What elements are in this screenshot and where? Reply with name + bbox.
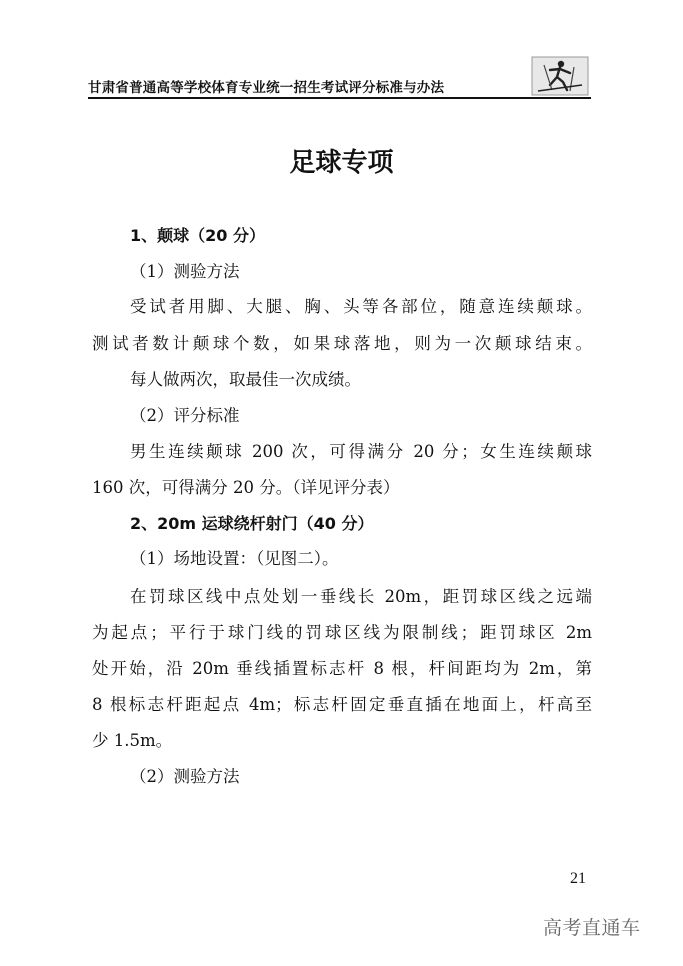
- paragraph-line: 处开始，沿 20m 垂线插置标志杆 8 根，杆间距均为 2m，第: [92, 659, 592, 678]
- paragraph-line: 每人做两次，取最佳一次成绩。: [130, 370, 361, 389]
- paragraph-line: 受试者用脚、大腿、胸、头等各部位，随意连续颠球。: [130, 297, 592, 316]
- paragraph-line: 少 1.5m。: [92, 731, 173, 750]
- watermark: 高考直通车: [543, 917, 641, 939]
- subsection-label: （1）测验方法: [130, 262, 240, 281]
- paragraph-line: 160 次，可得满分 20 分。（详见评分表）: [92, 478, 400, 497]
- paragraph-line: 测试者数计颠球个数，如果球落地，则为一次颠球结束。: [92, 334, 592, 353]
- header-title: 甘肃省普通高等学校体育专业统一招生考试评分标准与办法: [88, 80, 445, 96]
- subsection-label: （2）测验方法: [130, 767, 240, 786]
- skier-icon: [530, 55, 590, 97]
- header-rule: [88, 97, 591, 99]
- subsection-label: （2）评分标准: [130, 406, 240, 425]
- section-heading: 1、颠球（20 分）: [130, 226, 265, 245]
- section-heading: 2、20m 运球绕杆射门（40 分）: [130, 514, 374, 533]
- paragraph-line: 8 根标志杆距起点 4m；标志杆固定垂直插在地面上，杆高至: [92, 695, 592, 714]
- page-number: 21: [570, 870, 586, 887]
- page-title: 足球专项: [289, 148, 394, 178]
- paragraph-line: 在罚球区线中点处划一垂线长 20m，距罚球区线之远端: [130, 587, 592, 606]
- subsection-label: （1）场地设置：（见图二）。: [130, 549, 339, 568]
- paragraph-line: 男生连续颠球 200 次，可得满分 20 分；女生连续颠球: [130, 442, 592, 461]
- paragraph-line: 为起点；平行于球门线的罚球区线为限制线；距罚球区 2m: [92, 623, 592, 642]
